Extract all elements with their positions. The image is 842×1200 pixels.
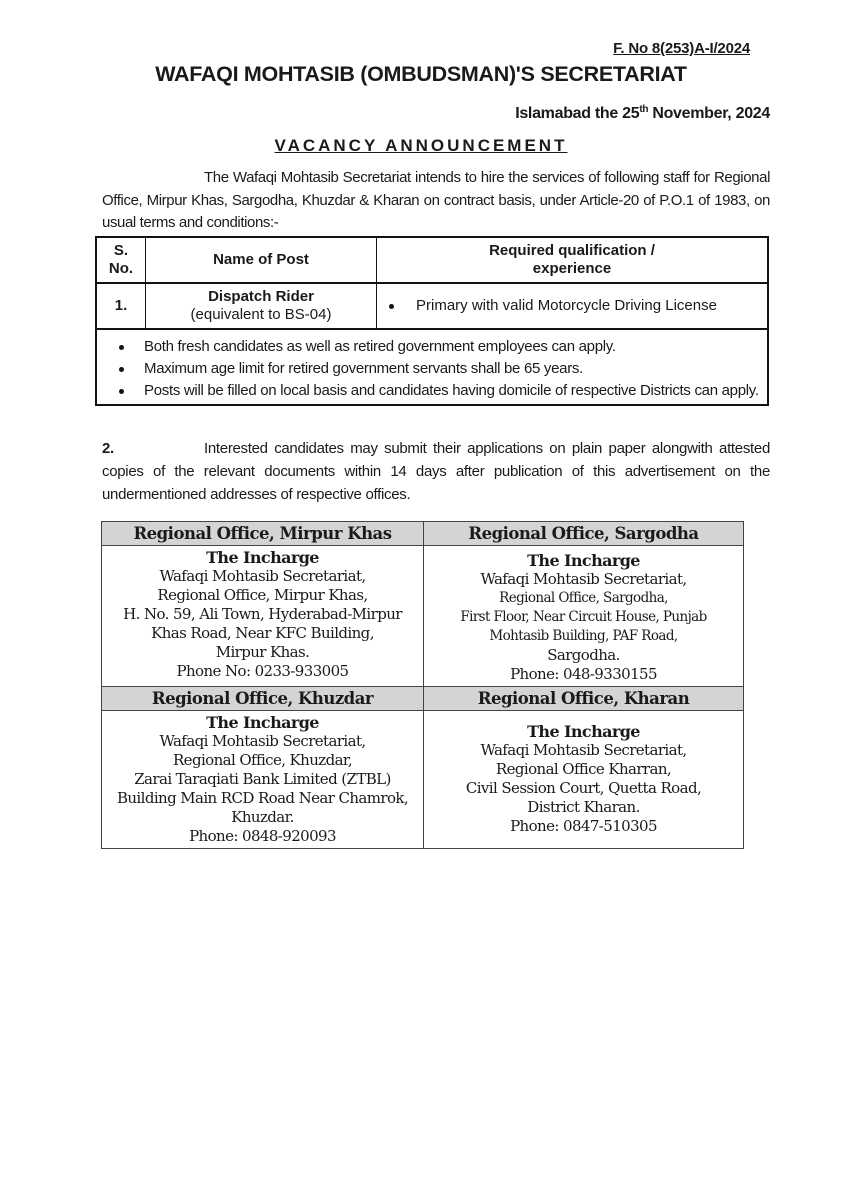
office-phone: Phone: 048-9330155 [510,665,657,683]
application-paragraph [102,437,770,506]
bullet-icon [119,345,124,350]
address-line: Mohtasib Building, PAF Road, [489,628,678,644]
address-line: Regional Office Kharran, [495,760,672,778]
file-number: F. No 8(253)A-I/2024 [613,40,750,57]
address-line: Sargodha. [547,646,620,664]
vacancy-heading: VACANCY ANNOUNCEMENT [274,136,568,155]
note-item [119,380,759,402]
post-name: Dispatch Rider [208,288,314,305]
office-khuzdar [102,687,424,848]
address-line: Wafaqi Mohtasib Secretariat, [159,732,366,750]
date-suffix: November, 2024 [648,105,770,122]
paragraph-text: Interested candidates may submit their applications on plain paper alongwith attested copies of the relevant documents within 14 days after publication of this advertisement on the undermentioned addresses of respective offices. [102,440,770,503]
address-line: Wafaqi Mohtasib Secretariat, [159,567,366,585]
address-line: First Floor, Near Circuit House, Punjab [460,609,707,625]
header-sno-line1: S. [113,242,129,259]
office-mirpur-khas [102,522,424,687]
office-kharan [424,687,743,848]
paragraph-number: 2. [102,440,114,457]
office-address [424,711,743,838]
office-phone: Phone No: 0233-933005 [176,662,349,680]
offices-table [101,521,744,849]
header-post-name: Name of Post [146,238,377,282]
row-sno: 1. [97,284,146,328]
office-incharge: The Incharge [527,722,640,741]
note-text: Both fresh candidates as well as retired government employees can apply. [144,338,616,355]
note-item [119,336,759,358]
office-incharge: The Incharge [527,551,640,570]
table-row [97,284,767,330]
header-qual-line1: Required qualification / [489,242,655,259]
address-line: Wafaqi Mohtasib Secretariat, [480,741,687,759]
office-address [424,546,743,686]
intro-paragraph [102,167,770,235]
address-line: District Kharan. [527,798,640,816]
bullet-icon [389,304,394,309]
address-line: Building Main RCD Road Near Chamrok, [116,789,409,807]
office-title: Regional Office, Kharan [424,687,743,711]
organization-title: WAFAQI MOHTASIB (OMBUDSMAN)'S SECRETARIAT [155,62,687,86]
address-line: Civil Session Court, Quetta Road, [465,779,702,797]
header-sno-line2: No. [108,260,134,277]
note-text: Posts will be filled on local basis and candidates having domicile of respective Districts can apply. [144,382,759,399]
date-prefix: Islamabad the 25 [515,105,640,122]
address-line: Khas Road, Near KFC Building, [151,624,374,642]
note-item [119,358,759,380]
bullet-icon [119,389,124,394]
post-notes [97,330,767,404]
address-line: Regional Office, Sargodha, [499,590,668,606]
address-line: Regional Office, Mirpur Khas, [157,586,368,604]
address-line: Khuzdar. [231,808,294,826]
office-address [102,546,423,683]
office-phone: Phone: 0847-510305 [510,817,657,835]
intro-text: The Wafaqi Mohtasib Secretariat intends to hire the services of following staff for Regional Office, Mirpur Khas, Sargodha, Khuzdar & Kharan on contract basis, under Article-20 of P.O.1 of 1983, on usual terms and conditions:- [102,169,770,231]
address-line: H. No. 59, Ali Town, Hyderabad-Mirpur [123,605,402,623]
post-table-header [97,238,767,284]
office-address [102,711,423,848]
header-qualification [377,238,767,282]
office-title: Regional Office, Mirpur Khas [102,522,423,546]
address-line: Mirpur Khas. [215,643,310,661]
office-incharge: The Incharge [206,548,319,567]
header-qual-line2: experience [532,260,612,277]
office-title: Regional Office, Sargodha [424,522,743,546]
post-table [95,236,769,406]
row-post [146,284,377,328]
date-ordinal: th [639,104,649,115]
row-qualification [377,284,767,328]
address-line: Zarai Taraqiati Bank Limited (ZTBL) [134,770,391,788]
header-sno [97,238,146,282]
address-line: Wafaqi Mohtasib Secretariat, [480,570,687,588]
date-line [515,104,770,123]
office-phone: Phone: 0848-920093 [189,827,336,845]
note-text: Maximum age limit for retired government servants shall be 65 years. [144,360,583,377]
office-title: Regional Office, Khuzdar [102,687,423,711]
post-grade: (equivalent to BS-04) [190,306,332,323]
office-incharge: The Incharge [206,713,319,732]
address-line: Regional Office, Khuzdar, [172,751,353,769]
office-sargodha [424,522,743,687]
bullet-icon [119,367,124,372]
qualification-text: Primary with valid Motorcycle Driving License [416,297,717,314]
